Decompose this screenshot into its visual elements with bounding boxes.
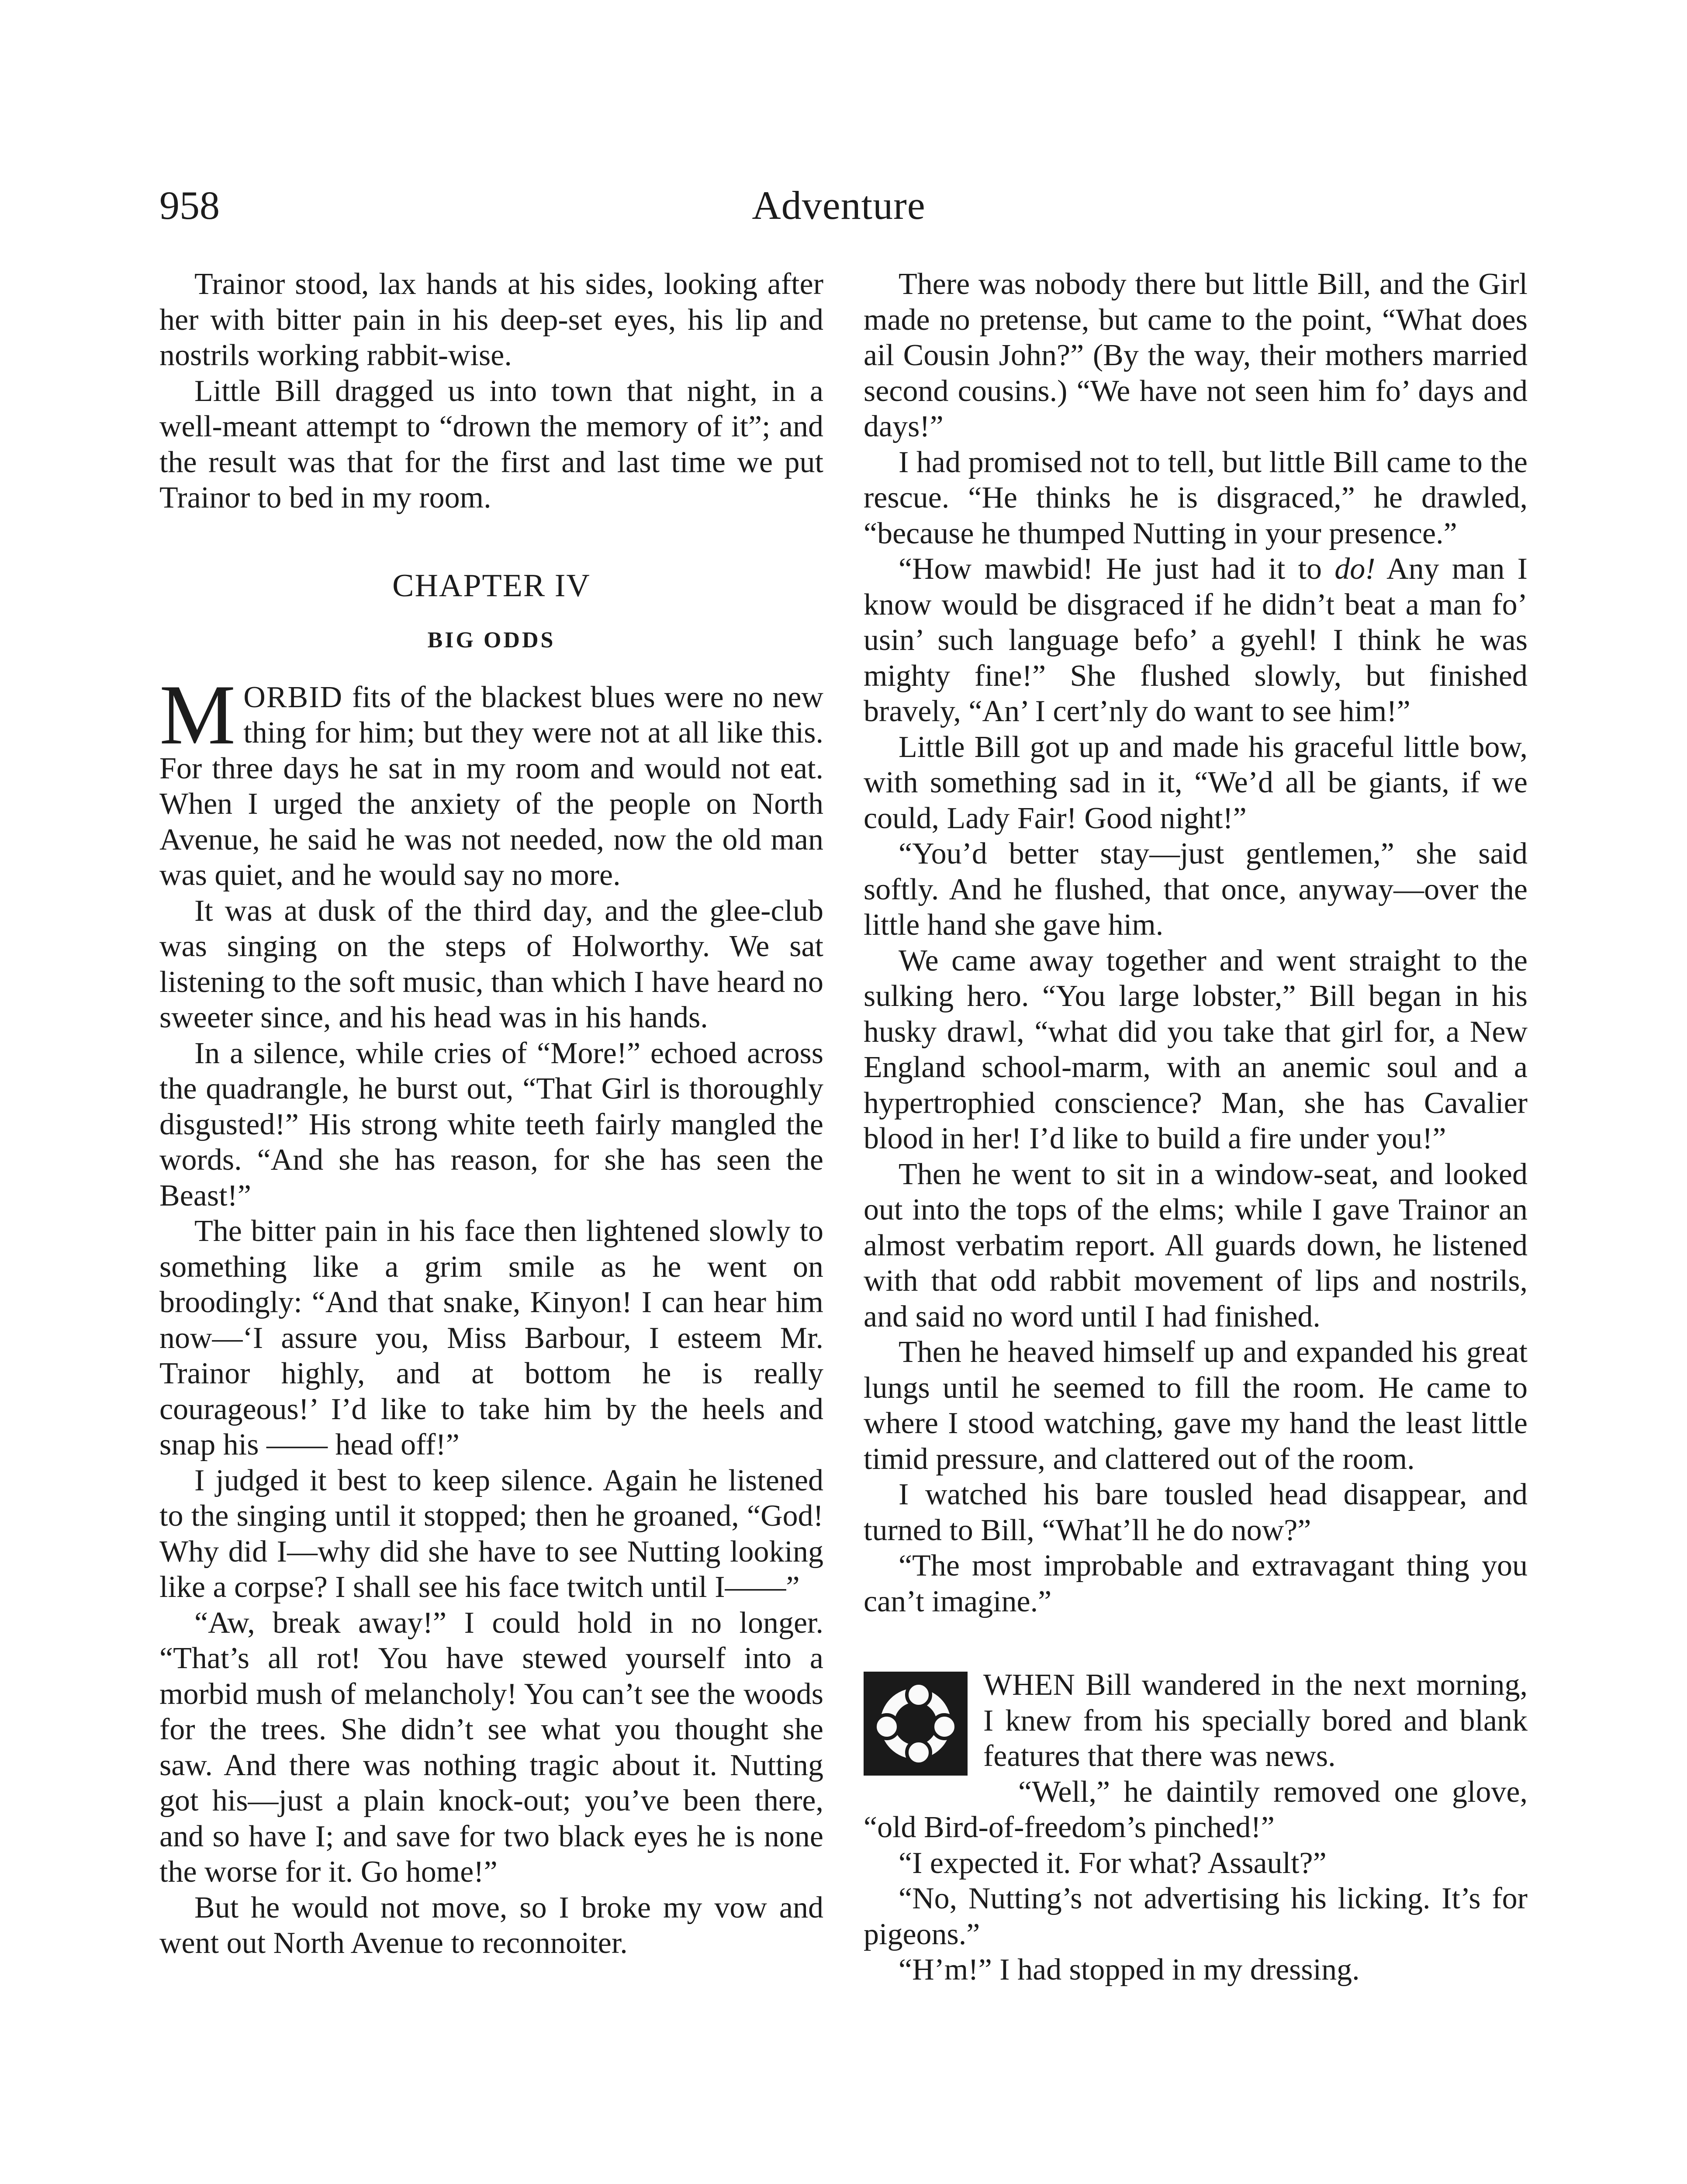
- paragraph: [864, 551, 1528, 729]
- paragraph: I watched his bare tousled head disappear, and turned to Bill, “What’ll he do now?”: [864, 1478, 1528, 1547]
- paragraph: I judged it best to keep silence. Again he listened to the singing until it stopped; then he groaned, “God! Why did I—why did she have to see Nutting looking like a corpse? I shall see his face twitch until I——”: [159, 1463, 823, 1604]
- paragraph: We came away together and went straight to the sulking hero. “You large lobster,” Bill began in his husky drawl, “what did you take that girl for, a New England school-marm, with an anemic soul and a hypertrophied conscience? Man, she has Cavalier blood in her! I’d like to build a fire under you!”: [864, 943, 1528, 1155]
- right-column: [864, 266, 1528, 1988]
- page-number: 958: [159, 183, 220, 228]
- paragraph-section-opening: [864, 1667, 1528, 1774]
- paragraph: “I expected it. For what? Assault?”: [899, 1846, 1327, 1880]
- paragraph: “Aw, break away!” I could hold in no longer. “That’s all rot! You have stewed yourself into a morbid mush of melancholy! You can’t see the woods for the trees. She didn’t see what you thought she saw. And there was nothing tragic about it. Nutting got his—just a plain knock-out; you’ve been there, and so have I; and save for two black eyes he is none the worse for it. Go home!”: [159, 1606, 823, 1889]
- text-span: Any man I know would be disgraced if he didn’t beat a man fo’ usin’ such language befo’ a gyehl! I think he was mighty fine!” She flushed slowly, but finished bravely, “An’ I cert’nly do want to see him!”: [864, 552, 1528, 728]
- paragraph: The bitter pain in his face then lightened slowly to something like a grim smile as he went on broodingly: “And that snake, Kinyon! I can hear him now—‘I assure you, Miss Barbour, I esteem Mr. Trainor highly, and at bottom he is really courageous!’ I’d like to take him by the heels and snap his —— head off!”: [159, 1214, 823, 1462]
- text-span: “How mawbid! He just had it to: [899, 552, 1335, 586]
- paragraph: “You’d better stay—just gentlemen,” she said softly. And he flushed, that once, anyway—over the little hand she gave him.: [864, 837, 1528, 942]
- paragraph: I had promised not to tell, but little Bill came to the rescue. “He thinks he is disgraced,” he drawled, “because he thumped Nutting in your presence.”: [864, 445, 1528, 550]
- ornament-icon: [864, 1672, 968, 1776]
- section-lead-word: WHEN: [983, 1668, 1075, 1702]
- opening-word: ORBID: [243, 680, 343, 714]
- paragraph: Then he went to sit in a window-seat, and looked out into the tops of the elms; while I gave Trainor an almost verbatim report. All guards down, he listened with that odd rabbit movement of lips and nostrils, and said no word until I had finished.: [864, 1157, 1528, 1334]
- paragraph: But he would not move, so I broke my vow and went out North Avenue to reconnoiter.: [159, 1890, 823, 1960]
- section-text: Bill wandered in the next morning, I knew from his specially bored and blank features that there was news.: [983, 1668, 1528, 1773]
- paragraph: Trainor stood, lax hands at his sides, looking after her with bitter pain in his deep-set eyes, his lip and nostrils working rabbit-wise.: [159, 267, 823, 372]
- paragraph: In a silence, while cries of “More!” echoed across the quadrangle, he burst out, “That Girl is thoroughly disgusted!” His strong white teeth fairly mangled the words. “And she has reason, for she has seen the Beast!”: [159, 1036, 823, 1213]
- paragraph: “H’m!” I had stopped in my dressing.: [899, 1953, 1360, 1987]
- paragraph-opening: [159, 667, 823, 893]
- drop-cap: M: [159, 667, 236, 762]
- paragraph: “Well,” he daintily removed one glove, “old Bird-of-freedom’s pinched!”: [864, 1775, 1528, 1844]
- opening-text: fits of the blackest blues were no new thing for him; but they were not at all like this. For three days he sat in my room and would not eat. When I urged the anxiety of the people on North Avenue, he said he was not needed, now the old man was quiet, and he would say no more.: [159, 680, 823, 892]
- left-column: [159, 266, 823, 1961]
- paragraph: Little Bill got up and made his graceful little bow, with something sad in it, “We’d all be giants, if we could, Lady Fair! Good night!”: [864, 730, 1528, 835]
- paragraph: Then he heaved himself up and expanded his great lungs until he seemed to fill the room. He came to where I stood watching, gave my hand the least little timid pressure, and clattered out of the room.: [864, 1335, 1528, 1476]
- chapter-subtitle: BIG ODDS: [427, 627, 556, 653]
- chapter-title: CHAPTER IV: [392, 567, 591, 604]
- paragraph: “The most improbable and extravagant thing you can’t imagine.”: [864, 1549, 1528, 1618]
- paragraph: There was nobody there but little Bill, and the Girl made no pretense, but came to the point, “What does ail Cousin John?” (By the way, their mothers married second cousins.) “We have not seen him fo’ days and days!”: [864, 267, 1528, 443]
- running-title: Adventure: [752, 183, 926, 228]
- section-break: [864, 1667, 1528, 1988]
- page-header: [159, 177, 1518, 234]
- paragraph: “No, Nutting’s not advertising his licking. It’s for pigeons.”: [864, 1882, 1528, 1951]
- paragraph: It was at dusk of the third day, and the glee-club was singing on the steps of Holworthy. We sat listening to the soft music, than which I have heard no sweeter since, and his head was in his hands.: [159, 894, 823, 1034]
- paragraph: Little Bill dragged us into town that night, in a well-meant attempt to “drown the memory of it”; and the result was that for the first and last time we put Trainor to bed in my room.: [159, 374, 823, 515]
- emphasis: do!: [1334, 552, 1376, 586]
